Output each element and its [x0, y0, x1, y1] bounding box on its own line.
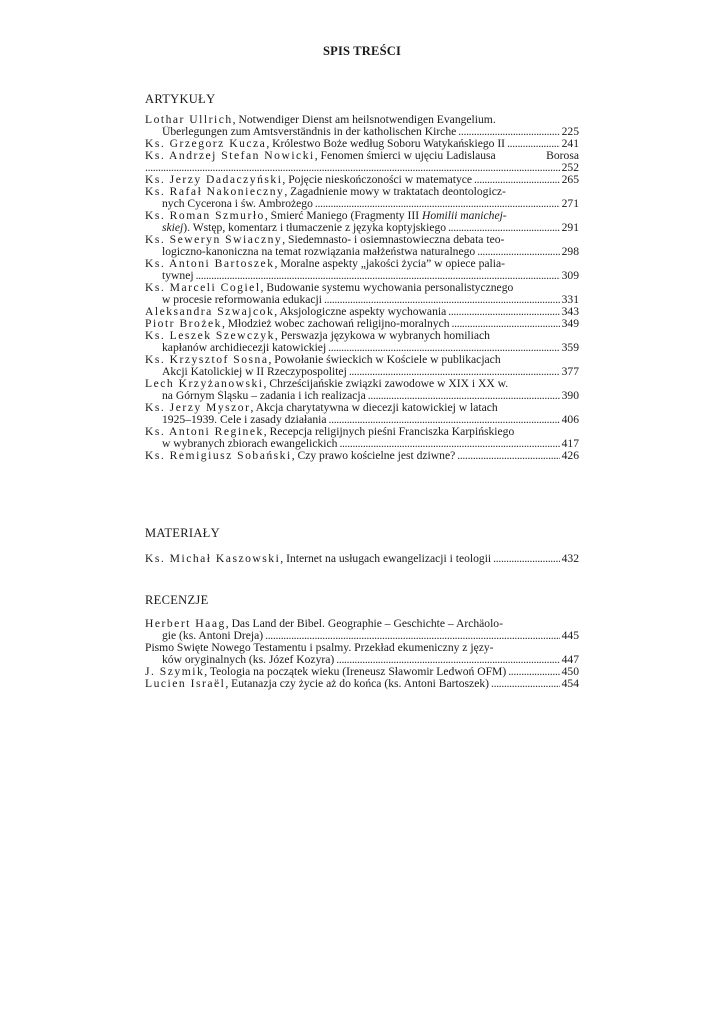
- section-heading-reviews: RECENZJE: [145, 593, 209, 607]
- page-number: 426: [561, 450, 579, 462]
- toc-entry-line: Ks. Jerzy Myszor, Akcja charytatywna w diecezji katowickiej w latach: [145, 402, 498, 414]
- page-number: 454: [561, 678, 579, 690]
- toc-entry-line: Ks. Grzegorz Kucza, Królestwo Boże według Soboru Watykańskiego II . . . 241: [145, 138, 579, 150]
- page-number: 309: [561, 270, 579, 282]
- toc-entry-line: Lothar Ullrich, Notwendiger Dienst am heilsnotwendigen Evangelium.: [145, 114, 496, 126]
- toc-entry-line: Ks. Jerzy Dadaczyński, Pojęcie nieskończoności w matematyce . . . 265: [145, 174, 579, 186]
- toc-entry-line: Ks. Roman Szmurło, Śmierć Maniego (Fragmenty III Homilii manichej-: [145, 210, 507, 222]
- toc-entry-line: Pismo Święte Nowego Testamentu i psalmy. Przekład ekumeniczny z języ-: [145, 642, 494, 654]
- toc-entry-line: Akcji Katolickiej w II Rzeczypospolitej . . . 377: [145, 366, 579, 378]
- toc-entry-line: Überlegungen zum Amtsverständnis in der katholischen Kirche . . . 225: [145, 126, 579, 138]
- page-number: 450: [561, 666, 579, 678]
- toc-entry-line: Ks. Remigiusz Sobański, Czy prawo kościelne jest dziwne? . . . 426: [145, 450, 579, 462]
- toc-entry-line: logiczno-kanoniczna na temat rozwiązania małżeństwa naturalnego . . . 298: [145, 246, 579, 258]
- page-number: 331: [561, 294, 579, 306]
- page-number: 447: [561, 654, 579, 666]
- page-number: 349: [561, 318, 579, 330]
- articles-list: [145, 114, 579, 462]
- toc-entry-line: Herbert Haag, Das Land der Bibel. Geographie – Geschichte – Archäolo-: [145, 618, 503, 630]
- section-heading-materials: MATERIAŁY: [145, 526, 220, 540]
- toc-entry-line: tywnej . . . 309: [145, 270, 579, 282]
- page-number: 271: [561, 198, 579, 210]
- page-number: 252: [561, 162, 579, 174]
- page-number: 298: [561, 246, 579, 258]
- toc-entry-line: Lucien Israël, Eutanazja czy życie aż do końca (ks. Antoni Bartoszek) . . . 454: [145, 678, 579, 690]
- page-number: 406: [561, 414, 579, 426]
- page-number: 432: [561, 553, 579, 565]
- toc-entry-line: w wybranych zbiorach ewangelickich . . . 417: [145, 438, 579, 450]
- toc-entry-line: Piotr Brożek, Młodzież wobec zachowań religijno-moralnych . . . 349: [145, 318, 579, 330]
- page-number: 225: [561, 126, 579, 138]
- toc-entry-line: ków oryginalnych (ks. Józef Kozyra) . . . 447: [145, 654, 579, 666]
- toc-entry-line: J. Szymik, Teologia na początek wieku (Ireneusz Sławomir Ledwoń OFM) . . . 450: [145, 666, 579, 678]
- section-heading-articles: ARTYKUŁY: [145, 92, 216, 106]
- toc-entry-line: Ks. Seweryn Świaczny, Siedemnasto- i osiemnastowieczna debata teo-: [145, 234, 505, 246]
- page-number: 417: [561, 438, 579, 450]
- page-number: 445: [561, 630, 579, 642]
- toc-entry-line: na Górnym Śląsku – zadania i ich realizacja . . . 390: [145, 390, 579, 402]
- toc-entry-line: Lech Krzyżanowski, Chrześcijańskie związki zawodowe w XIX i XX w.: [145, 378, 509, 390]
- toc-entry-line: Ks. Marceli Cogiel, Budowanie systemu wychowania personalistycznego: [145, 282, 514, 294]
- page-title: SPIS TREŚCI: [322, 44, 402, 58]
- toc-entry-line: [145, 162, 579, 174]
- toc-entry-line: Ks. Antoni Reginek, Recepcja religijnych pieśni Franciszka Karpińskiego: [145, 426, 515, 438]
- toc-entry-line: Ks. Andrzej Stefan Nowicki, Fenomen śmierci w ujęciu Ladislausa Borosa: [145, 150, 579, 162]
- toc-entry-line: kapłanów archidiecezji katowickiej . . . 359: [145, 342, 579, 354]
- toc-entry-line: Ks. Leszek Szewczyk, Perswazja językowa w wybranych homiliach: [145, 330, 490, 342]
- toc-entry-line: Ks. Antoni Bartoszek, Moralne aspekty „jakości życia” w opiece palia-: [145, 258, 505, 270]
- page-number: 359: [561, 342, 579, 354]
- toc-entry-line: Ks. Michał Kaszowski, Internet na usługach ewangelizacji i teologii . . . 432: [145, 553, 579, 565]
- reviews-list: [145, 618, 579, 690]
- page-number: 343: [561, 306, 579, 318]
- toc-entry-line: nych Cycerona i św. Ambrożego . . . 271: [145, 198, 579, 210]
- toc-entry-line: w procesie reformowania edukacji . . . 331: [145, 294, 579, 306]
- page-number: 241: [561, 138, 579, 150]
- toc-entry-line: 1925–1939. Cele i zasady działania . . . 406: [145, 414, 579, 426]
- toc-entry-line: Ks. Krzysztof Sosna, Powołanie świeckich w Kościele w publikacjach: [145, 354, 501, 366]
- page-number: 390: [561, 390, 579, 402]
- page-number: 377: [561, 366, 579, 378]
- toc-entry-line: skiej). Wstęp, komentarz i tłumaczenie z języka koptyjskiego . . . 291: [145, 222, 579, 234]
- toc-entry-line: Ks. Rafał Nakonieczny, Zagadnienie mowy w traktatach deontologicz-: [145, 186, 506, 198]
- page-number: 291: [561, 222, 579, 234]
- toc-entry-line: Aleksandra Szwajcok, Aksjologiczne aspekty wychowania . . . 343: [145, 306, 579, 318]
- materials-list: [145, 553, 579, 565]
- toc-entry-line: gie (ks. Antoni Dreja) . . . 445: [145, 630, 579, 642]
- page-number: 265: [561, 174, 579, 186]
